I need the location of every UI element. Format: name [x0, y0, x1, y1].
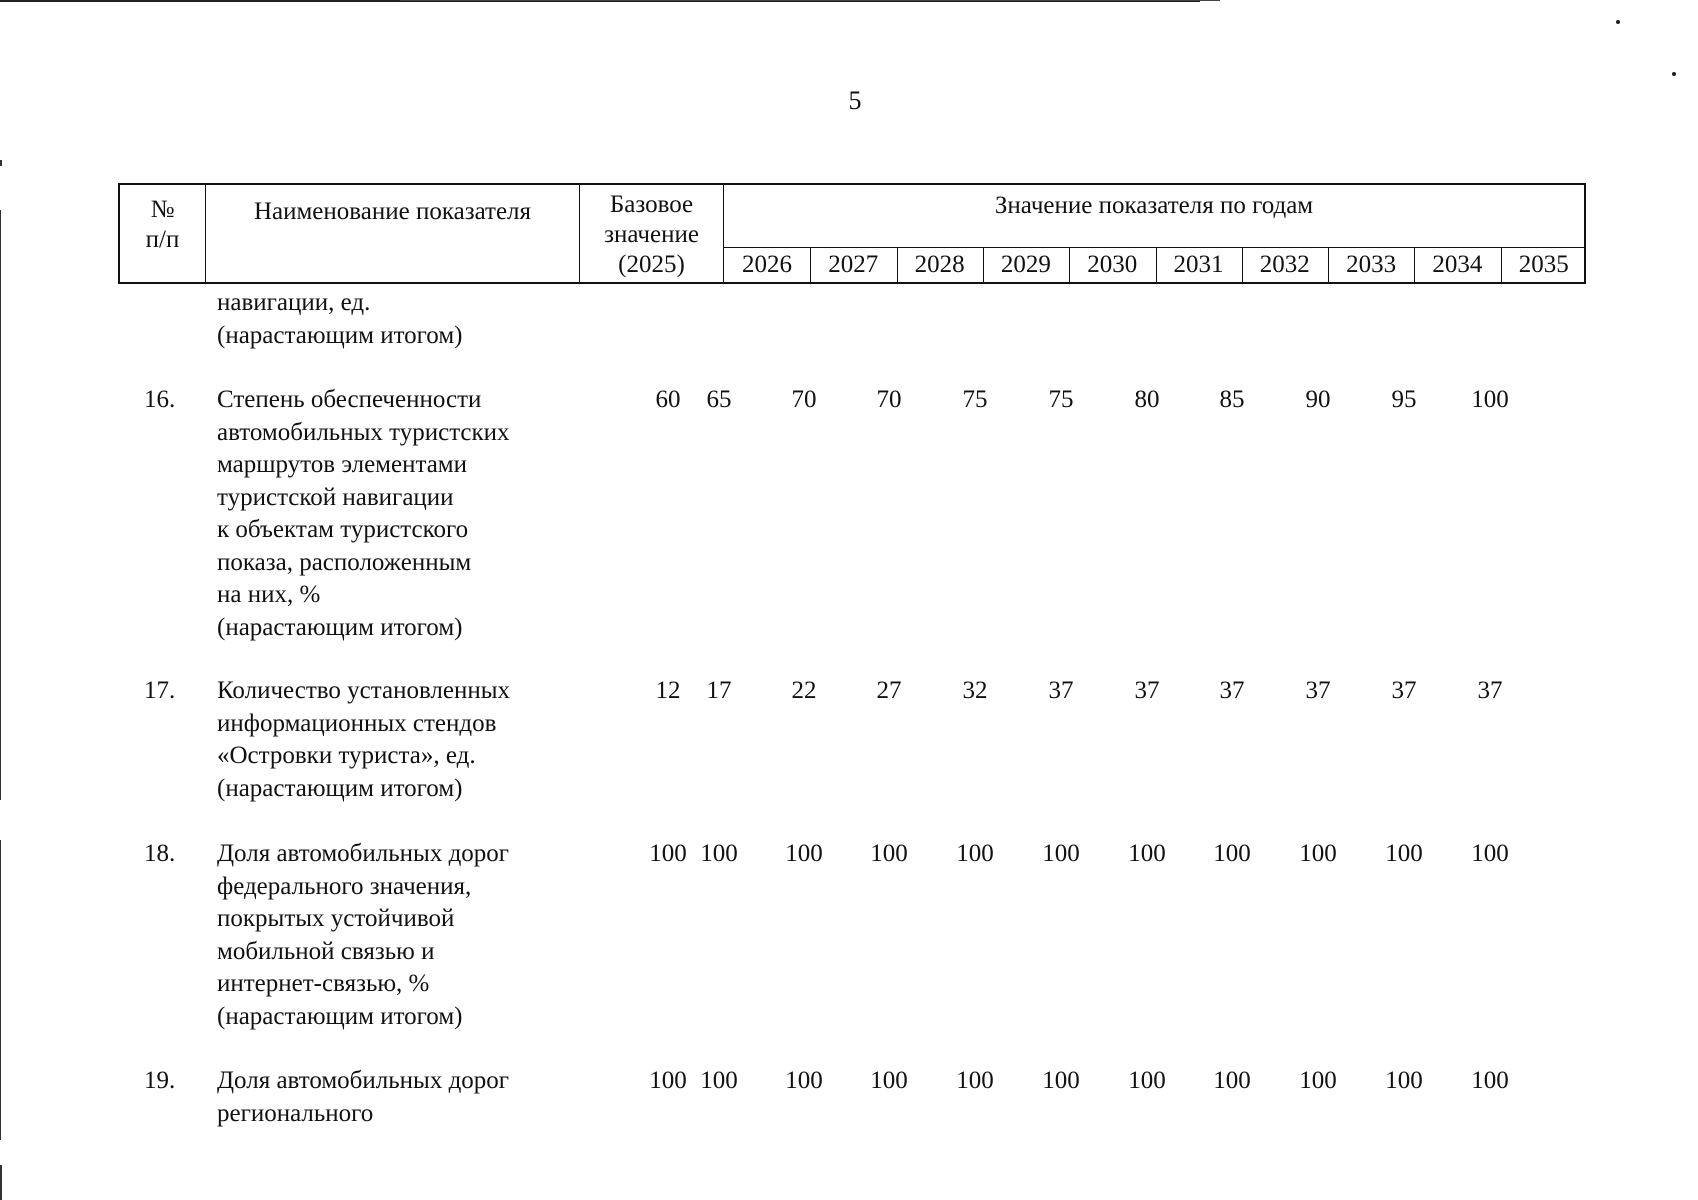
year-value: 75	[1048, 386, 1074, 413]
year-value: 100	[956, 1067, 994, 1094]
indicator-name-line: (нарастающим итогом)	[217, 1002, 463, 1030]
year-value: 70	[876, 386, 902, 413]
indicator-name-line: туристской навигации	[217, 483, 454, 511]
year-value: 37	[1477, 677, 1503, 704]
row-number: 19.	[144, 1067, 176, 1094]
year-value: 32	[962, 677, 988, 704]
year-value: 100	[1213, 840, 1251, 867]
year-value: 100	[700, 1067, 738, 1094]
indicator-name-line: маршрутов элементами	[217, 451, 467, 478]
indicator-name-line: информационных стендов	[217, 709, 497, 737]
year-value: 70	[791, 386, 817, 413]
year-value: 37	[1391, 677, 1417, 704]
year-value: 100	[870, 1067, 908, 1094]
scan-margin-mark	[0, 160, 2, 166]
row-number: 16.	[144, 386, 176, 413]
year-value: 37	[1134, 677, 1160, 704]
scan-dot	[1616, 20, 1620, 24]
number-label: п/п	[145, 226, 180, 253]
year-divider	[1242, 247, 1243, 282]
years-group-header: Значение показателя по годам	[994, 192, 1314, 219]
year-divider	[1414, 247, 1415, 282]
indicator-name	[217, 838, 577, 1033]
indicator-name	[217, 1065, 577, 1130]
year-divider	[1328, 247, 1329, 282]
year-value: 100	[1128, 840, 1166, 867]
indicator-name-line: Доля автомобильных дорог	[217, 1067, 510, 1094]
indicator-name-line: к объектам туристского	[217, 516, 469, 543]
year-value: 100	[1213, 1067, 1251, 1094]
year-value: 100	[785, 1067, 823, 1094]
indicator-name-line: на них, %	[217, 581, 321, 608]
year-column-header: 2033	[1346, 251, 1397, 278]
page-number: 5	[848, 86, 862, 115]
year-value: 37	[1219, 677, 1245, 704]
year-value: 100	[956, 840, 994, 867]
year-value: 27	[876, 677, 902, 704]
indicator-name	[217, 384, 577, 644]
year-value: 100	[1471, 1067, 1509, 1094]
year-column-header: 2030	[1087, 251, 1138, 278]
row-number: 18.	[144, 840, 176, 867]
year-column-header: 2027	[828, 251, 879, 278]
number-label: №	[150, 196, 175, 223]
indicator-name-line: показа, расположенным	[217, 548, 472, 576]
row-number: 17.	[144, 677, 176, 704]
indicator-name-line: навигации, ед.	[217, 289, 371, 316]
year-divider	[983, 247, 984, 282]
year-column-header: 2032	[1259, 251, 1310, 278]
indicator-name-line: (нарастающим итогом)	[217, 774, 463, 802]
year-column-header: 2029	[1000, 251, 1051, 278]
year-value: 65	[706, 386, 732, 413]
base-value: 12	[655, 677, 681, 704]
number-column-header	[120, 195, 205, 255]
year-divider	[810, 247, 811, 282]
year-column-header: 2026	[742, 251, 792, 278]
indicator-name-line: федерального значения,	[217, 872, 472, 900]
year-value: 100	[1042, 1067, 1080, 1094]
indicator-name-line: (нарастающим итогом)	[217, 321, 463, 349]
year-column-header: 2034	[1432, 251, 1483, 278]
indicator-name	[217, 675, 577, 805]
year-value: 100	[870, 840, 908, 867]
name-column-header: Наименование показателя	[253, 198, 532, 225]
indicator-name	[217, 287, 577, 352]
base-value: 100	[649, 840, 687, 867]
year-value: 90	[1305, 386, 1331, 413]
year-value: 37	[1305, 677, 1331, 704]
indicator-name-line: интернет-связью, %	[217, 970, 430, 997]
base-value: 60	[655, 386, 681, 413]
year-value: 37	[1048, 677, 1074, 704]
indicator-name-line: Количество установленных	[217, 677, 511, 704]
year-value: 80	[1134, 386, 1160, 413]
table-header	[118, 183, 1586, 284]
year-value: 17	[706, 677, 732, 704]
scan-edge-line	[400, 0, 1220, 1]
base-label: значение	[604, 221, 699, 248]
year-value: 100	[1385, 1067, 1423, 1094]
base-value-column-header	[580, 190, 723, 280]
year-divider	[897, 247, 898, 282]
header-divider	[723, 247, 1584, 248]
indicator-name-line: регионального	[217, 1099, 374, 1127]
indicator-name-line: Доля автомобильных дорог	[217, 840, 510, 867]
indicator-name-line: автомобильных туристских	[217, 418, 510, 446]
year-value: 85	[1219, 386, 1245, 413]
scan-margin-mark	[0, 210, 1, 800]
year-value: 100	[1299, 840, 1337, 867]
year-value: 100	[1128, 1067, 1166, 1094]
indicator-name-line: «Островки туриста», ед.	[217, 742, 476, 769]
year-column-header: 2028	[914, 251, 965, 278]
indicator-name-line: (нарастающим итогом)	[217, 613, 463, 641]
scan-margin-mark	[0, 1165, 2, 1200]
year-column-header: 2035	[1518, 251, 1569, 278]
year-divider	[1069, 247, 1070, 282]
year-value: 100	[785, 840, 823, 867]
scan-dot	[1672, 72, 1676, 76]
indicator-name-line: Степень обеспеченности	[217, 386, 482, 413]
year-value: 100	[700, 840, 738, 867]
year-value: 100	[1385, 840, 1423, 867]
year-value: 22	[791, 677, 817, 704]
year-column-header: 2031	[1173, 251, 1224, 278]
year-value: 95	[1391, 386, 1417, 413]
year-value: 100	[1471, 840, 1509, 867]
base-value: 100	[649, 1067, 687, 1094]
year-value: 100	[1471, 386, 1509, 413]
year-value: 100	[1042, 840, 1080, 867]
year-divider	[1501, 247, 1502, 282]
year-value: 100	[1299, 1067, 1337, 1094]
indicator-name-line: мобильной связью и	[217, 937, 435, 965]
year-divider	[1156, 247, 1157, 282]
indicator-name-line: покрытых устойчивой	[217, 905, 455, 932]
base-label: Базовое	[609, 191, 694, 218]
scan-margin-mark	[0, 840, 1, 1140]
base-label: (2025)	[618, 251, 685, 278]
year-value: 75	[962, 386, 988, 413]
